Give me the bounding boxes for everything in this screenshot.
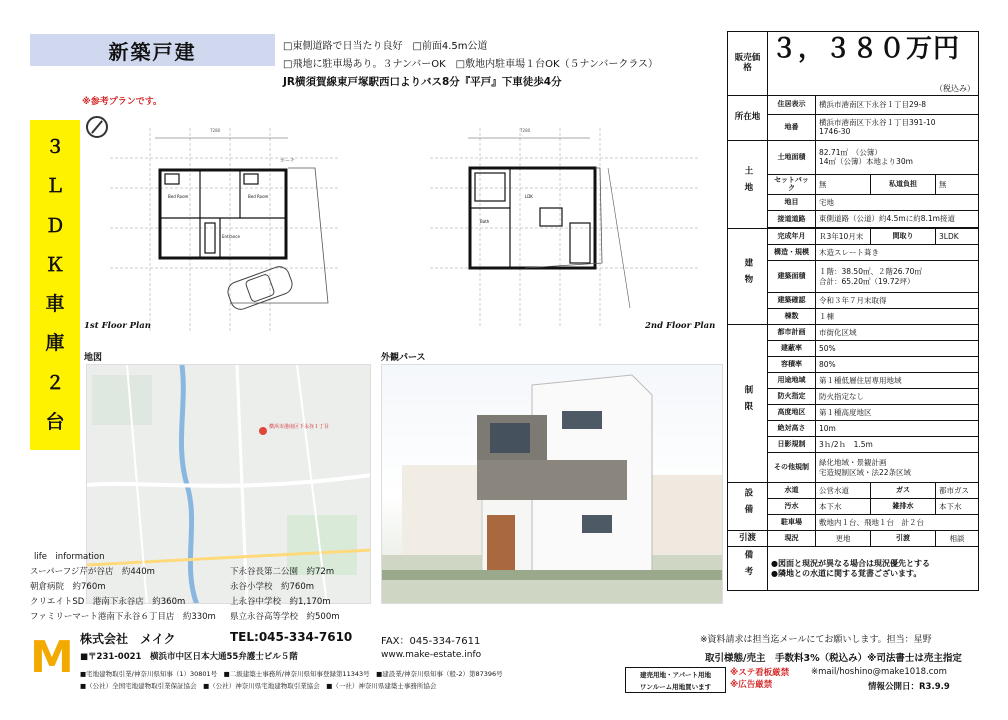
life-information	[30, 550, 370, 625]
life-info-row	[30, 595, 370, 610]
fire-label: 防火指定	[768, 389, 816, 405]
count-value: １棟	[816, 309, 979, 325]
other-restriction-label: その他規制	[768, 453, 816, 483]
handover-label: 引渡	[728, 531, 768, 547]
lot-line: 横浜市港南区下永谷１丁目391-10	[819, 117, 936, 127]
svg-text:LDK: LDK	[525, 194, 533, 199]
shadow-label: 日影規制	[768, 437, 816, 453]
feature-line-2: □飛地に駐車場あり。３ナンバーOK □敷地内駐車場１台OK（５ナンバークラス）	[283, 59, 659, 70]
fee-info: 取引様態/売主 手数料3%（税込み）※司法書士は売主指定	[705, 653, 962, 664]
equipment-label: 設備	[728, 483, 768, 531]
address-value: 横浜市港南区下永谷１丁目29-8	[816, 95, 979, 114]
coverage-value: 50%	[816, 341, 979, 357]
first-floor-label: 1st Floor Plan	[84, 321, 151, 331]
company-name: 株式会社 メイク	[80, 632, 176, 646]
zone-value: 第１種低層住居専用地域	[816, 373, 979, 389]
other-restriction-line: 宅造規制区域・法22条区域	[819, 467, 912, 477]
private-road-value: 無	[936, 174, 979, 195]
access-info: JR横須賀線東戸塚駅西口よりバス8分『平戸』下車徒歩4分	[283, 76, 562, 88]
page-title: 新築戸建	[30, 34, 275, 66]
notice-line: 建売用地・アパート用地	[640, 671, 711, 679]
life-info-item: ファミリーマート港南下永谷６丁目店 約330m	[30, 612, 216, 622]
map-marker-label: 横浜市港南区下永谷１丁目	[269, 424, 330, 430]
fax-number: FAX：045-334-7611	[381, 636, 481, 647]
red-note: ※ステ看板厳禁	[730, 668, 790, 678]
floor-area-line: １階：38.50㎡、２階26.70㎡	[819, 267, 922, 277]
lot-line: 1746-30	[819, 127, 851, 136]
lot-value	[816, 114, 979, 140]
svg-text:Bath: Bath	[480, 219, 490, 224]
first-floor-plan	[110, 128, 340, 338]
map-heading: 地図	[84, 353, 103, 363]
water-label: 水道	[768, 483, 816, 499]
badge-char: Ｄ	[45, 214, 65, 237]
land-label: 土地	[728, 140, 768, 229]
private-road-label: 私道負担	[871, 174, 936, 195]
location-label: 所在地	[728, 95, 768, 140]
life-info-item: 永谷小学校 約760m	[230, 582, 315, 592]
gas-label: ガス	[871, 483, 936, 499]
city-plan-value: 市街化区域	[816, 325, 979, 341]
remark-line: ●隣地との水道に関する覚書ございます。	[771, 568, 922, 578]
buying-notice	[625, 667, 726, 693]
remarks-label: 備考	[728, 547, 768, 591]
company-logo: M	[30, 632, 74, 683]
height-district-label: 高度地区	[768, 405, 816, 421]
far-value: 80%	[816, 357, 979, 373]
layout-badge	[30, 120, 80, 450]
sewage-value: 本下水	[816, 499, 871, 515]
svg-text:Bed Room: Bed Room	[248, 194, 269, 199]
license-info	[80, 668, 540, 692]
abs-height-label: 絶対高さ	[768, 421, 816, 437]
publish-date: 情報公開日：R3.9.9	[868, 682, 950, 692]
phone-number[interactable]: TEL:045-334-7610	[230, 630, 353, 644]
svg-text:Entrance: Entrance	[222, 234, 240, 239]
life-info-heading: life information	[34, 552, 105, 562]
badge-char: 車	[45, 293, 65, 316]
lot-label: 地番	[768, 114, 816, 140]
land-area-line: 14㎡（公簿）本地より30m	[819, 157, 913, 166]
life-info-item: 下永谷長第二公園 約72m	[230, 567, 335, 577]
floor-area-label: 建築面積	[768, 261, 816, 293]
confirm-label: 建築確認	[768, 293, 816, 309]
contact-note: ※資料請求は担当迄メールにてお願いします。担当：星野	[700, 635, 932, 645]
life-info-item: クリエイトSD 港南下永谷店 約360m	[30, 597, 186, 607]
city-plan-label: 都市計画	[768, 325, 816, 341]
prohibition-notes	[730, 667, 789, 691]
handover-value: 相談	[936, 531, 979, 547]
setback-value: 無	[816, 174, 871, 195]
count-label: 棟数	[768, 309, 816, 325]
life-info-item: 県立永谷高等学校 約500m	[230, 612, 340, 622]
handover-sub-label: 引渡	[871, 531, 936, 547]
price-cell	[768, 32, 979, 96]
other-restriction-line: 緑化地域・景観計画	[819, 458, 887, 468]
building-label: 建物	[728, 229, 768, 325]
address-label: 住居表示	[768, 95, 816, 114]
life-info-item: 朝倉病院 約760m	[30, 582, 106, 592]
road-label: 接道道路	[768, 211, 816, 228]
second-floor-plan	[430, 128, 700, 328]
exterior-perspective-image	[381, 364, 723, 604]
feature-line-1: □東側道路で日当たり良好 □前面4.5m公道	[283, 41, 488, 52]
abs-height-value: 10m	[816, 421, 979, 437]
svg-text:ポーチ: ポーチ	[280, 158, 296, 164]
floor-area-value	[816, 261, 979, 293]
badge-char: Ｋ	[45, 253, 65, 276]
water-value: 公営水道	[816, 483, 871, 499]
gas-value: 都市ガス	[936, 483, 979, 499]
life-info-item: 上永谷中学校 約1,170m	[230, 597, 331, 607]
misc-drain-value: 本下水	[936, 499, 979, 515]
zone-label: 用途地域	[768, 373, 816, 389]
confirm-value: 令和３年７月末取得	[816, 293, 979, 309]
license-line: ■宅地建物取引業/神奈川県知事（1）30801号 ■二級建築士事務所/神奈川県知事登録第11343号 ■建設業/神奈川県知事（般-2）第87396号	[80, 670, 503, 678]
status-value: 更地	[816, 531, 871, 547]
coverage-label: 建蔽率	[768, 341, 816, 357]
structure-value: 木造スレート葺き	[816, 245, 979, 261]
fire-value: 防火指定なし	[816, 389, 979, 405]
perspective-heading: 外観パース	[381, 353, 426, 363]
second-floor-label: 2nd Floor Plan	[645, 321, 716, 331]
other-restriction-value	[816, 453, 979, 483]
structure-label: 構造・規模	[768, 245, 816, 261]
compass-icon	[86, 116, 108, 138]
road-value: 東側道路（公道）約4.5mに約8.1m接道	[816, 211, 979, 228]
land-area-value	[816, 140, 979, 174]
floorplan-value: 3LDK	[936, 229, 979, 245]
red-note: ※広告厳禁	[730, 680, 773, 690]
parking-value: 敷地内１台、飛地１台 計２台	[816, 515, 979, 531]
notice-line: ワンルーム用地買います	[639, 683, 712, 691]
land-area-label: 土地面積	[768, 140, 816, 174]
remarks-value	[768, 547, 979, 591]
parking-label: 駐車場	[768, 515, 816, 531]
sewage-label: 汚水	[768, 499, 816, 515]
status-label: 現況	[768, 531, 816, 547]
land-type-label: 地目	[768, 195, 816, 211]
badge-char: ２	[45, 371, 65, 394]
completion-label: 完成年月	[768, 229, 816, 245]
far-label: 容積率	[768, 357, 816, 373]
price-note: （税込み）	[935, 83, 975, 93]
email-link[interactable]: ※mail/hoshino@make1018.com	[811, 667, 947, 677]
life-info-item: スーパーフジ芹が谷店 約440m	[30, 567, 155, 577]
reference-note: ※参考プランです。	[82, 97, 163, 107]
svg-text:Bed Room: Bed Room	[168, 194, 189, 199]
life-info-row	[30, 580, 370, 595]
property-info-table	[727, 31, 979, 591]
license-line: ■（公社）全国宅地建物取引業保証協会 ■（公社）神奈川県宅地建物取引業協会 ■（一社）神奈川県建築士事務所協会	[80, 682, 437, 690]
dimension-label: 7280	[520, 128, 531, 133]
completion-value: Ｒ3年10月末	[816, 229, 871, 245]
setback-label: セットバック	[768, 174, 816, 195]
price-value: ３，３８０万円	[771, 34, 961, 64]
life-info-row	[30, 565, 370, 580]
remark-line: ●図面と現況が異なる場合は現況優先とする	[771, 558, 930, 568]
life-info-row	[30, 610, 370, 625]
land-type-value: 宅地	[816, 195, 979, 211]
land-area-line: 82.71㎡ （公簿）	[819, 147, 882, 157]
floorplan-label: 間取り	[871, 229, 936, 245]
shadow-value: 3ｈ/2ｈ 1.5m	[816, 437, 979, 453]
price-label: 販売価格	[728, 32, 768, 96]
badge-char: ３	[45, 136, 65, 159]
misc-drain-label: 雑排水	[871, 499, 936, 515]
badge-char: 台	[45, 410, 65, 433]
floor-area-line: 合計：65.20㎡（19.72坪）	[819, 276, 915, 286]
website-link[interactable]: www.make-estate.info	[381, 650, 482, 660]
restriction-label: 制限	[728, 325, 768, 483]
dimension-label: 7280	[210, 128, 221, 133]
badge-char: 庫	[45, 332, 65, 355]
company-address: ■〒231-0021 横浜市中区日本大通55弁護士ビル５階	[80, 652, 298, 662]
badge-char: Ｌ	[45, 175, 65, 198]
height-district-value: 第１種高度地区	[816, 405, 979, 421]
